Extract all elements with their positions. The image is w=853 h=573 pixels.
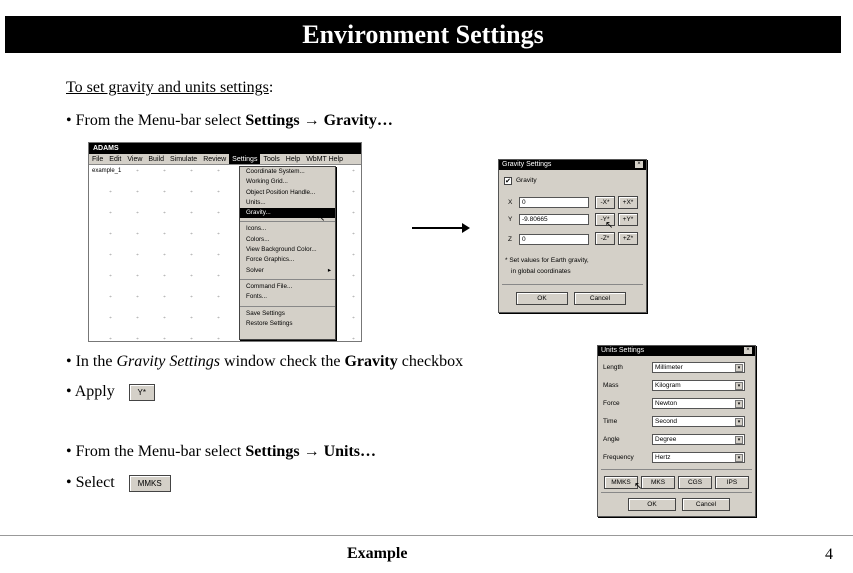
- frequency-select[interactable]: Hertz ▾: [652, 452, 745, 463]
- close-icon[interactable]: ×: [744, 347, 752, 354]
- menu-item-solver[interactable]: Solver ▸: [240, 266, 335, 276]
- gravity-x-input[interactable]: 0: [519, 197, 589, 208]
- gravity-checkbox-label: Gravity: [516, 177, 537, 184]
- mouse-cursor-icon: ↖: [605, 220, 614, 231]
- mmks-button-image: MMKS: [129, 475, 171, 492]
- menu-item-units[interactable]: Units...: [246, 198, 266, 206]
- time-select[interactable]: Second ▾: [652, 416, 745, 427]
- angle-label: Angle: [603, 436, 620, 443]
- bullet-apply: • Apply Y*: [66, 383, 155, 401]
- gravity-checkbox[interactable]: ✔: [505, 178, 511, 185]
- chevron-down-icon: ▾: [735, 382, 743, 390]
- mmks-button[interactable]: MMKS: [604, 476, 638, 489]
- force-label: Force: [603, 400, 620, 407]
- menu-item-colors[interactable]: Colors...: [246, 235, 270, 243]
- units-settings-dialog: [597, 345, 756, 517]
- divider: [502, 284, 643, 285]
- mass-label: Mass: [603, 382, 619, 389]
- gravity-z-input[interactable]: 0: [519, 234, 589, 245]
- menu-separator: [240, 303, 335, 307]
- mass-select[interactable]: Kilogram ▾: [652, 380, 745, 391]
- ok-button[interactable]: OK: [628, 498, 676, 511]
- length-select[interactable]: Millimeter ▾: [652, 362, 745, 373]
- bullet-gravity-menu: • From the Menu-bar select Settings → Gravity…: [66, 112, 393, 129]
- divider: [601, 492, 752, 493]
- bullet-check-gravity: • In the Gravity Settings window check the Gravity checkbox: [66, 353, 464, 370]
- minus-y-button[interactable]: -Y*: [595, 213, 615, 226]
- time-label: Time: [603, 418, 618, 425]
- chevron-down-icon: ▾: [735, 400, 743, 408]
- frequency-label: Frequency: [603, 454, 634, 461]
- menu-item-view-background-color[interactable]: View Background Color...: [246, 246, 317, 254]
- plus-z-button[interactable]: +Z*: [618, 232, 638, 245]
- bullet-select: • Select MMKS: [66, 474, 171, 492]
- cancel-button[interactable]: Cancel: [574, 292, 626, 305]
- y-label: Y: [508, 216, 513, 223]
- close-icon[interactable]: ×: [635, 161, 643, 168]
- menu-settings[interactable]: Settings: [229, 154, 260, 164]
- settings-dropdown-menu: [239, 166, 336, 340]
- adams-title-bar: ADAMS: [89, 143, 361, 154]
- menu-item-working-grid[interactable]: Working Grid...: [246, 178, 288, 186]
- force-select[interactable]: Newton ▾: [652, 398, 745, 409]
- menu-review[interactable]: Review: [203, 156, 227, 163]
- menu-item-gravity[interactable]: Gravity...: [240, 208, 335, 218]
- minus-x-button[interactable]: -X*: [595, 196, 615, 209]
- menu-item-coordinate-system[interactable]: Coordinate System...: [246, 168, 305, 175]
- adams-window-screenshot: [88, 142, 362, 342]
- menu-item-command-file[interactable]: Command File...: [246, 282, 293, 290]
- footer-divider: [0, 535, 853, 536]
- adams-menu-bar: [89, 154, 361, 165]
- chevron-down-icon: ▾: [735, 454, 743, 462]
- cancel-button[interactable]: Cancel: [682, 498, 730, 511]
- gravity-note-line-1: * Set values for Earth gravity,: [505, 257, 589, 264]
- menu-item-save-settings[interactable]: Save Settings: [246, 309, 285, 317]
- menu-view[interactable]: View: [127, 156, 143, 163]
- page-number: 4: [825, 546, 833, 563]
- plus-y-button[interactable]: +Y*: [618, 213, 638, 226]
- gravity-y-input[interactable]: -9.80665: [519, 214, 589, 225]
- menu-item-object-position-handle[interactable]: Object Position Handle...: [246, 188, 316, 196]
- menu-edit[interactable]: Edit: [109, 156, 122, 163]
- x-label: X: [508, 199, 513, 206]
- minus-z-button[interactable]: -Z*: [595, 232, 615, 245]
- length-label: Length: [603, 364, 623, 371]
- right-arrow-icon: [412, 227, 468, 229]
- z-label: Z: [508, 236, 512, 243]
- gravity-note-line-2: in global coordinates: [511, 268, 571, 275]
- menu-item-force-graphics[interactable]: Force Graphics...: [246, 256, 295, 264]
- menu-file[interactable]: File: [92, 156, 104, 163]
- mouse-cursor-icon: ↖: [317, 213, 326, 224]
- menu-build[interactable]: Build: [148, 156, 164, 163]
- gravity-settings-dialog: [498, 159, 647, 313]
- menu-item-restore-settings[interactable]: Restore Settings: [246, 319, 293, 327]
- menu-item-icons[interactable]: Icons...: [246, 225, 267, 233]
- menu-separator: [240, 276, 335, 280]
- y-star-button-image: Y*: [129, 384, 155, 401]
- dialog-title-bar: Units Settings ×: [598, 346, 755, 356]
- chevron-down-icon: ▾: [735, 364, 743, 372]
- footer-label: Example: [347, 545, 408, 562]
- menu-help[interactable]: Help: [285, 156, 301, 163]
- ok-button[interactable]: OK: [516, 292, 568, 305]
- divider: [601, 469, 752, 470]
- menu-simulate[interactable]: Simulate: [169, 156, 198, 163]
- plus-x-button[interactable]: +X*: [618, 196, 638, 209]
- menu-wbmt-help[interactable]: WbMT Help: [306, 156, 344, 163]
- ips-button[interactable]: IPS: [715, 476, 749, 489]
- mouse-cursor-icon: ↖: [634, 481, 643, 492]
- submenu-arrow-icon: ▸: [327, 266, 331, 274]
- chevron-down-icon: ▾: [735, 418, 743, 426]
- menu-item-fonts[interactable]: Fonts...: [246, 293, 267, 301]
- mks-button[interactable]: MKS: [641, 476, 675, 489]
- bullet-units-menu: • From the Menu-bar select Settings → Units…: [66, 443, 377, 460]
- chevron-down-icon: ▾: [735, 436, 743, 444]
- page-title: Environment Settings: [5, 16, 841, 53]
- cgs-button[interactable]: CGS: [678, 476, 712, 489]
- model-name: example_1: [92, 168, 122, 174]
- angle-select[interactable]: Degree ▾: [652, 434, 745, 445]
- dialog-title-bar: Gravity Settings ×: [499, 160, 646, 170]
- section-heading: To set gravity and units settings:: [66, 79, 274, 96]
- menu-tools[interactable]: Tools: [263, 156, 280, 163]
